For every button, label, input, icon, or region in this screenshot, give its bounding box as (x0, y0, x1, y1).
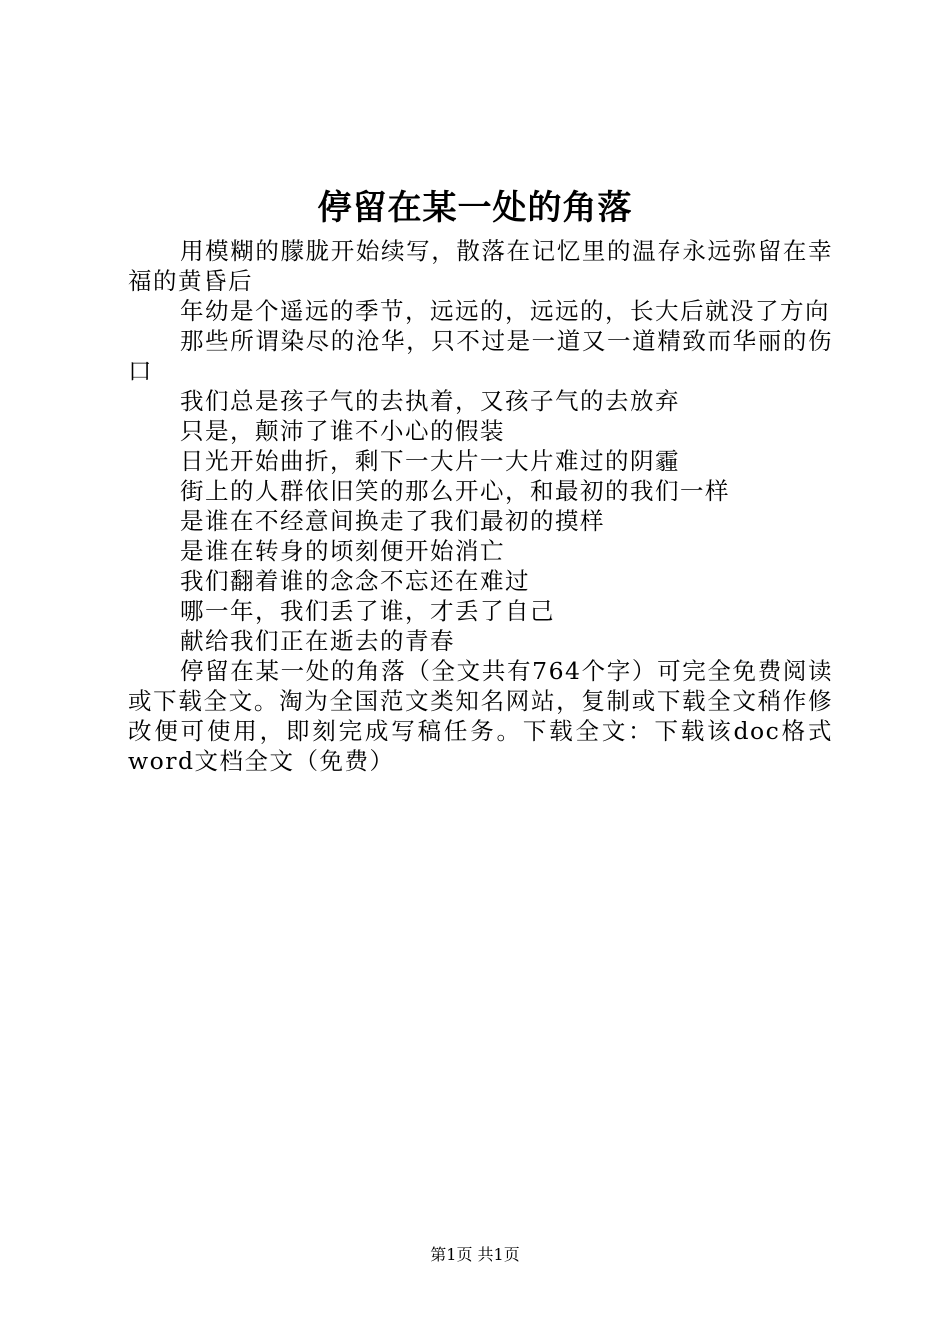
paragraph: 只是，颠沛了谁不小心的假装 (180, 417, 505, 445)
document-body (128, 236, 833, 776)
paragraph: 街上的人群依旧笑的那么开心，和最初的我们一样 (180, 477, 730, 505)
paragraph: 是谁在转身的顷刻便开始消亡 (180, 537, 505, 565)
paragraph: 献给我们正在逝去的青春 (180, 627, 455, 655)
paragraph: 日光开始曲折，剩下一大片一大片难过的阴霾 (180, 447, 680, 475)
paragraph: 我们翻着谁的念念不忘还在难过 (180, 567, 530, 595)
paragraph: 是谁在不经意间换走了我们最初的摸样 (180, 507, 605, 535)
paragraph: 那些所谓染尽的沧华，只不过是一道又一道精致而华丽的伤口 (128, 327, 833, 385)
paragraph: 用模糊的朦胧开始续写，散落在记忆里的温存永远弥留在幸福的黄昏后 (128, 237, 833, 295)
download-note-paragraph: 停留在某一处的角落（全文共有764个字）可完全免费阅读或下载全文。淘为全国范文类知名网站，复制或下载全文稍作修改便可使用，即刻完成写稿任务。下载全文：下载该doc格式word文档全文（免费） (128, 657, 833, 775)
page-number-footer: 第1页 共1页 (430, 1245, 520, 1264)
paragraph: 年幼是个遥远的季节，远远的，远远的，长大后就没了方向 (180, 297, 830, 325)
paragraph: 哪一年，我们丢了谁，才丢了自己 (180, 597, 555, 625)
document-title: 停留在某一处的角落 (317, 188, 633, 228)
paragraph: 我们总是孩子气的去执着，又孩子气的去放弃 (180, 387, 680, 415)
